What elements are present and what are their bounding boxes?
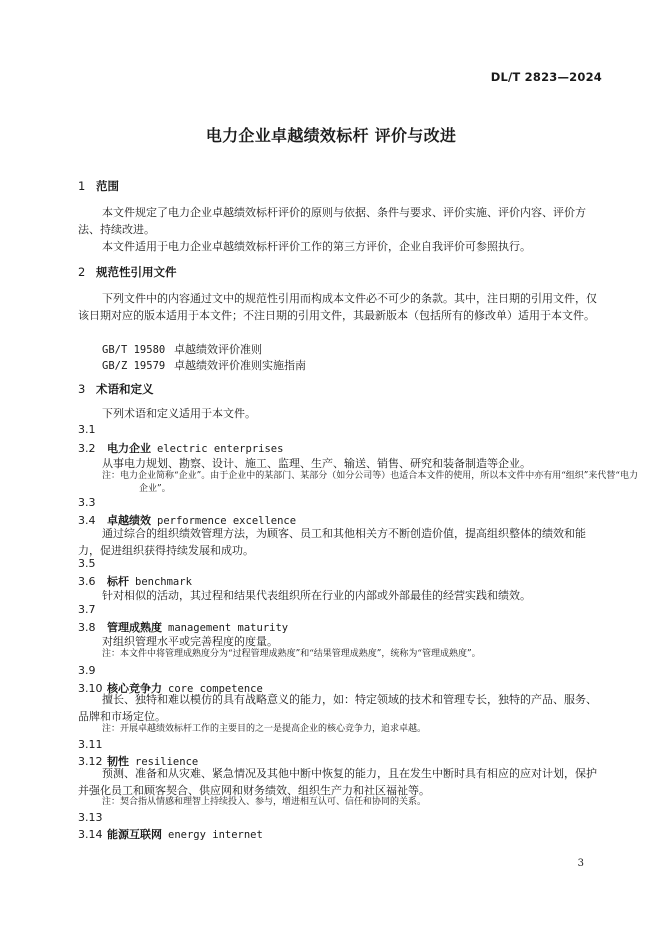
section-2-paragraph: 下列文件中的内容通过文中的规范性引用而构成本文件必不可少的条款。其中，注日期的引用文件，仅该日期对应的版本适用于本文件；不注日期的引用文件，其最新版本（包括所有的修改单）适用于本文件。 — [78, 292, 597, 322]
section-1-paragraph-1: 本文件规定了电力企业卓越绩效标杆评价的原则与依据、条件与要求、评价实施、评价内容、评价方法、持续改进。 — [78, 206, 586, 236]
term-3-8-note: 注：本文件中将管理成熟度分为“过程管理成熟度”和“结果管理成熟度”，统称为“管理成熟度”。 — [102, 649, 481, 659]
section-1-heading: 1 范围 — [78, 179, 119, 193]
term-number-stub: 3.1 — [78, 423, 96, 436]
term-3-8-heading: 3.8 管理成熟度 management maturity — [78, 621, 289, 634]
section-3-intro: 下列术语和定义适用于本文件。 — [102, 407, 256, 420]
standard-number: DL/T 2823—2024 — [490, 70, 602, 84]
term-3-4-definition: 通过综合的组织绩效管理方法，为顾客、员工和其他相关方不断创造价值，提高组织整体的绩效和能力，促进组织获得持续发展和成功。 — [78, 527, 586, 557]
term-3-14-heading: 3.14 能源互联网 energy internet — [78, 828, 263, 841]
reference-item: GB/Z 19579 卓越绩效评价准则实施指南 — [102, 359, 306, 372]
term-3-6-heading: 3.6 标杆 benchmark — [78, 575, 192, 588]
term-number-stub: 3.3 — [78, 496, 96, 509]
term-3-4-heading: 3.4 卓越绩效 performence excellence — [78, 514, 297, 527]
term-number-stub: 3.11 — [78, 738, 103, 751]
document-title: 电力企业卓越绩效标杆 评价与改进 — [205, 126, 457, 145]
term-3-2-note: 注：电力企业简称“企业”。由于企业中的某部门、某部分（如分公司等）也适合本文件的使用，所以本文件中亦有用“组织”来代替“电力企业”。 — [102, 471, 639, 494]
page-number: 3 — [577, 858, 584, 869]
reference-item: GB/T 19580 卓越绩效评价准则 — [102, 343, 262, 356]
term-number-stub: 3.9 — [78, 664, 96, 677]
term-number-stub: 3.7 — [78, 603, 96, 616]
term-3-6-definition: 针对相似的活动，其过程和结果代表组织所在行业的内部或外部最佳的经营实践和绩效。 — [102, 589, 531, 602]
section-1-paragraph-2: 本文件适用于电力企业卓越绩效标杆评价工作的第三方评价，企业自我评价可参照执行。 — [102, 240, 531, 253]
term-3-2-heading: 3.2 电力企业 electric enterprises — [78, 442, 284, 455]
term-3-10-note: 注：开展卓越绩效标杆工作的主要目的之一是提高企业的核心竞争力，追求卓越。 — [102, 724, 427, 734]
term-3-2-definition: 从事电力规划、勘察、设计、施工、监理、生产、输送、销售、研究和装备制造等企业。 — [102, 457, 531, 470]
term-3-12-heading: 3.12 韧性 resilience — [78, 755, 199, 768]
term-number-stub: 3.5 — [78, 557, 96, 570]
term-3-8-definition: 对组织管理水平或完善程度的度量。 — [102, 635, 278, 648]
section-2-heading: 2 规范性引用文件 — [78, 265, 177, 279]
term-3-10-heading: 3.10 核心竞争力 core competence — [78, 682, 263, 695]
term-3-12-definition: 预测、准备和从灾难、紧急情况及其他中断中恢复的能力，且在发生中断时具有相应的应对计划，保护并强化员工和顾客契合、供应网和财务绩效、组织生产力和社区福祉等。 — [78, 767, 597, 797]
term-3-12-note: 注：契合指从情感和理智上持续投入、参与，增进相互认可、信任和协同的关系。 — [102, 797, 427, 807]
term-3-10-definition: 擅长、独特和难以模仿的具有战略意义的能力，如：特定领域的技术和管理专长，独特的产品、服务、品牌和市场定位。 — [78, 693, 597, 723]
term-number-stub: 3.13 — [78, 811, 103, 824]
section-3-heading: 3 术语和定义 — [78, 382, 154, 396]
